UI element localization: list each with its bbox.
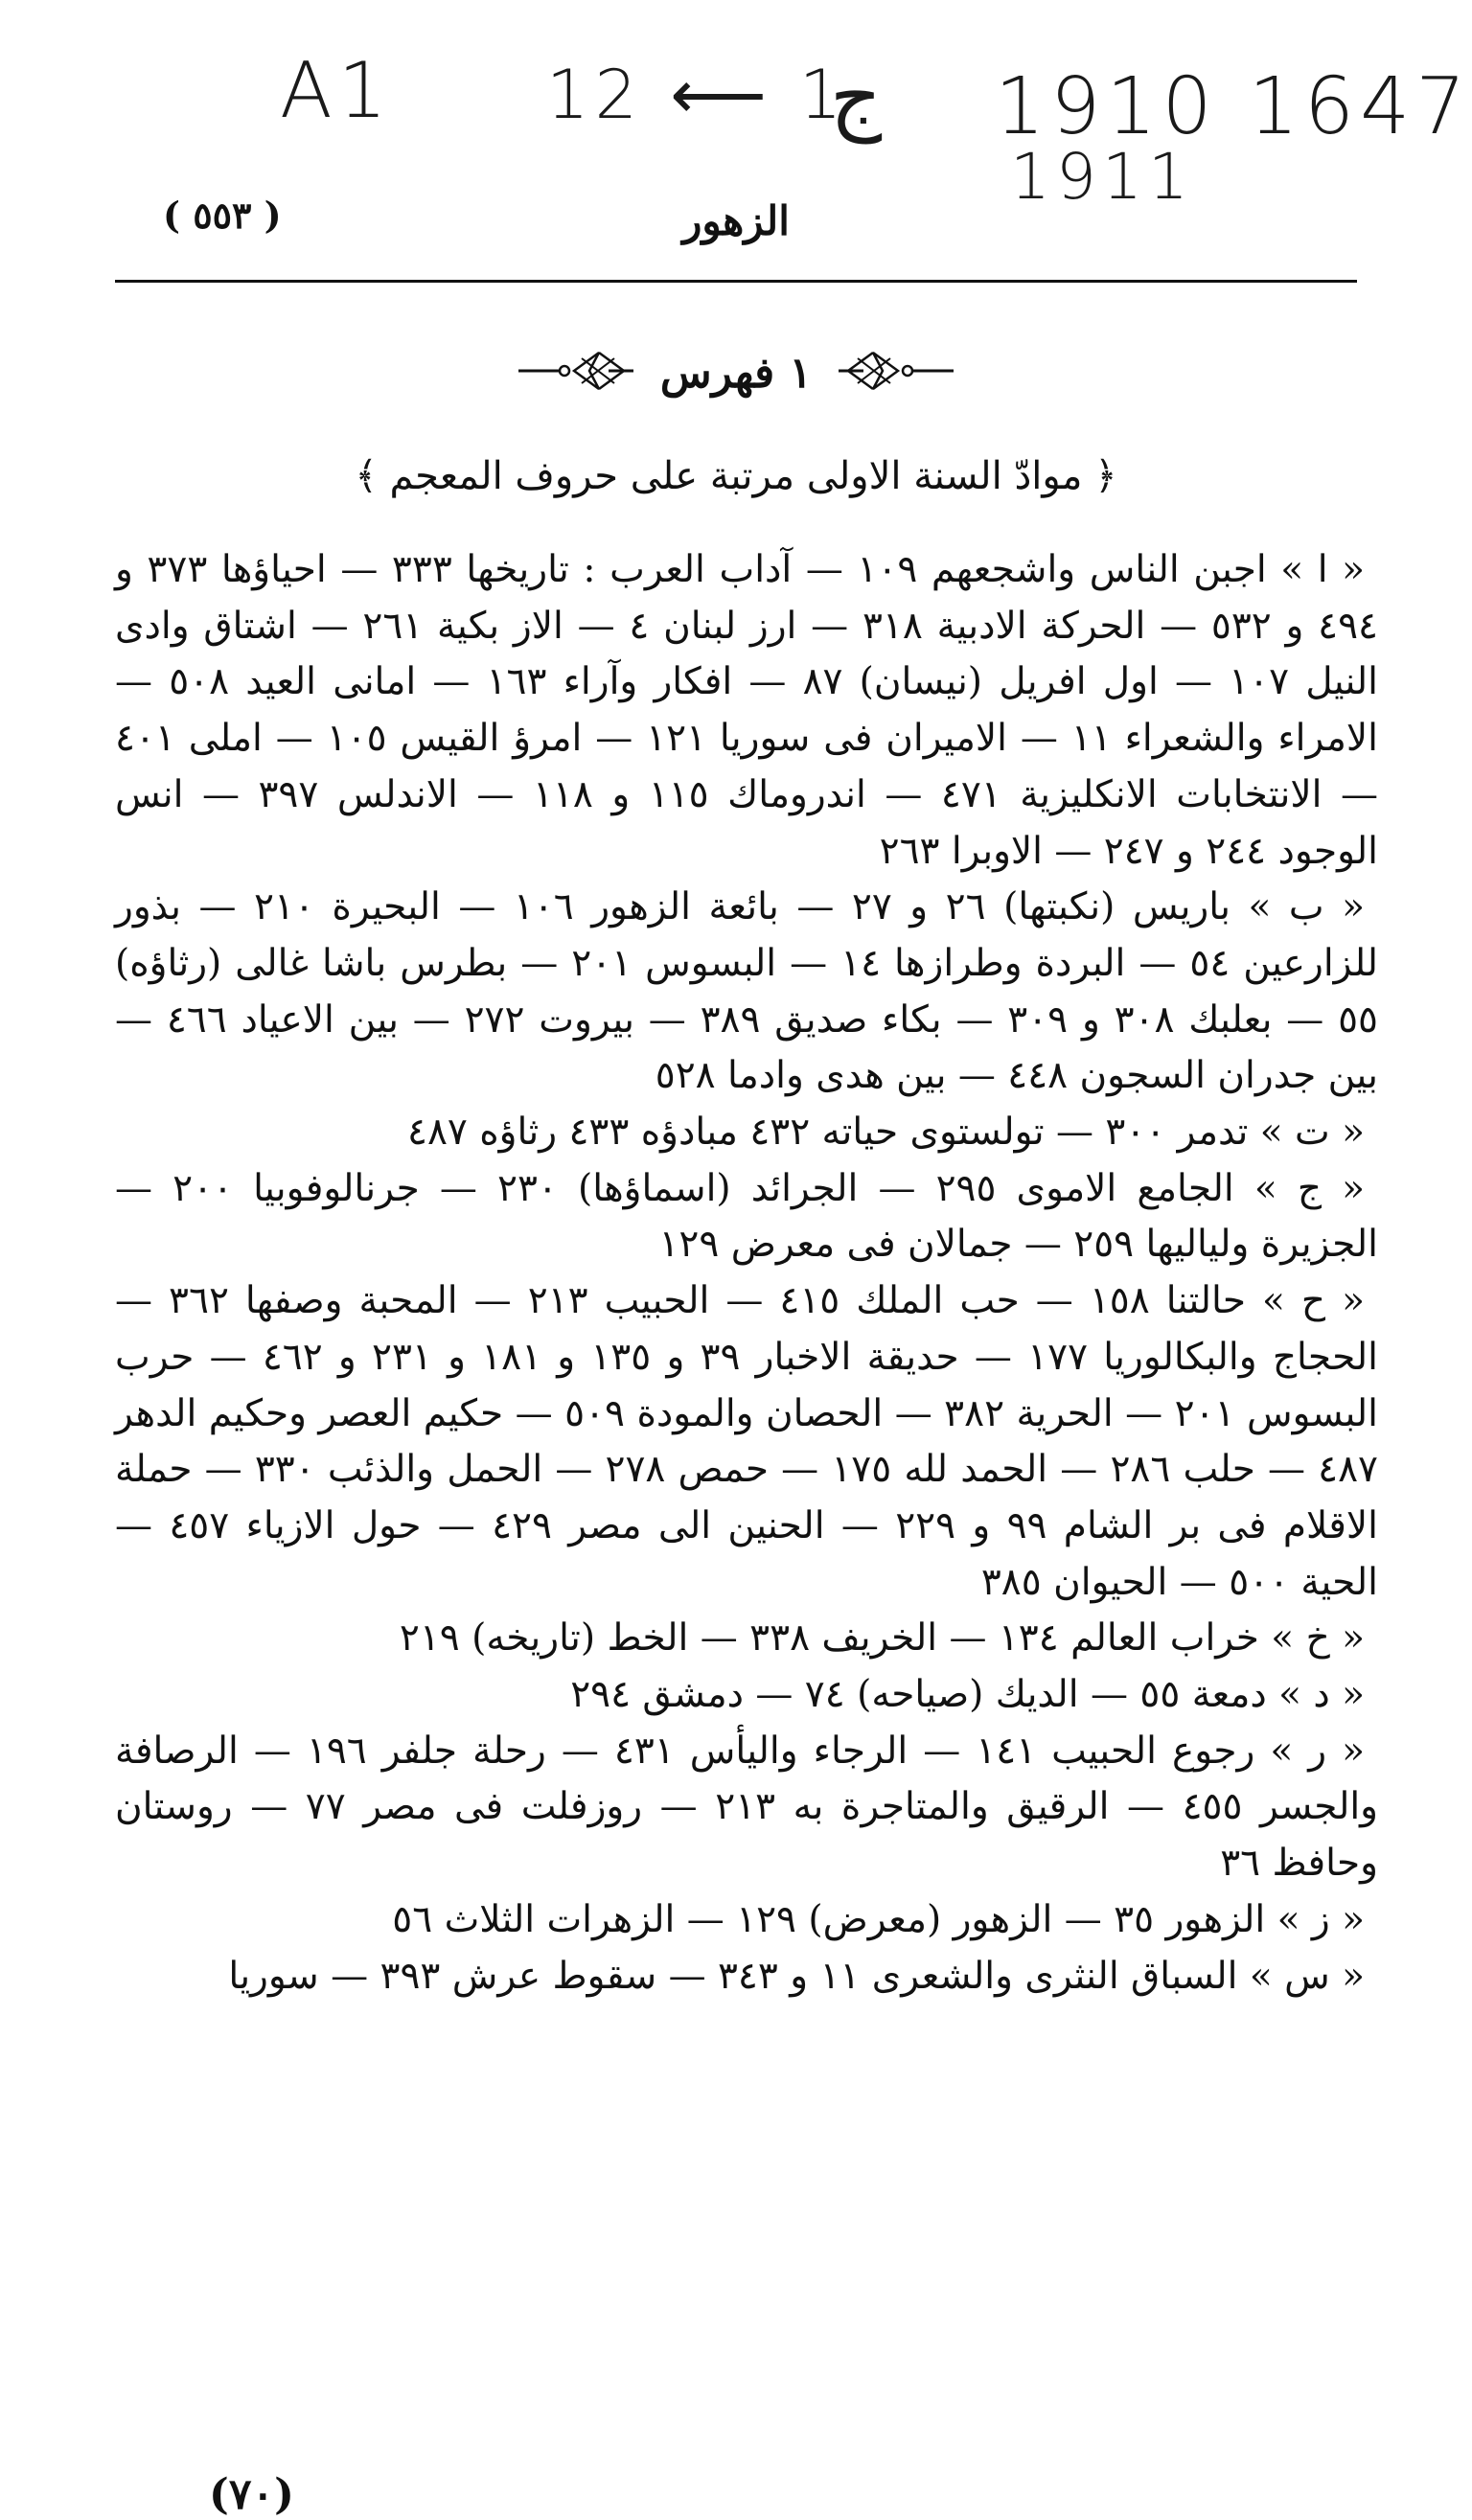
section-title-row [0, 347, 1472, 414]
index-entry: « ا » اجبن الناس واشجعهم ١٠٩ — آداب العرب : تاريخها ٣٣٣ — احياؤها ٣٧٣ و ٤٩٤ و ٥٣٢ — الحركة الادبية ٣١٨ — ارز لبنان ٤ — الاز بكية ٢٦١ — اشتاق وادى النيل ١٠٧ — اول افريل (نيسان) ٨٧ — افكار وآراء ١٦٣ — امانى العيد ٥٠٨ — الامراء والشعراء ١١ — الاميران فى سوريا ١٢١ — امرؤ القيس ١٠٥ — املى ٤٠١ — الانتخابات الانكليزية ٤٧١ — اندروماك ١١٥ و ١١٨ — الاندلس ٣٩٧ — انس الوجود ٢٤٤ و ٢٤٧ — الاوبرا ٢٦٣ [115, 548, 1378, 873]
handwritten-page-range: 12 ⟵ 1 [546, 56, 848, 134]
index-entry: « خ » خراب العالم ١٣٤ — الخريف ٣٣٨ — الخط (تاريخه) ٢١٩ [399, 1616, 1365, 1661]
ornament-right-icon [833, 347, 957, 399]
handwritten-archive-code: A1 [280, 46, 393, 135]
index-entry: « ح » حالتنا ١٥٨ — حب الملك ٤١٥ — الحبيب ٢١٣ — المحبة وصفها ٣٦٢ — الحجاج والبكالوريا ١٧٧ — حديقة الاخبار ٣٩ و ١٣٥ و ١٨١ و ٢٣١ و ٤٦٢ — حرب البسوس ٢٠١ — الحرية ٣٨٢ — الحصان والمودة ٥٠٩ — حكيم العصر وحكيم الدهر ٤٨٧ — حلب ٢٨٦ — الحمد لله ١٧٥ — حمص ٢٧٨ — الحمل والذئب ٣٣٠ — حملة الاقلام فى بر الشام ٩٩ و ٢٢٩ — الحنين الى مصر ٤٢٩ — حول الازياء ٤٥٧ — الحية ٥٠٠ — الحيوان ٣٨٥ [115, 1279, 1379, 1604]
page-number: ( ٥٥٣ ) [163, 194, 282, 237]
handwritten-year-second: 1911 [1010, 140, 1194, 214]
section-title: ١ فهرس [659, 348, 813, 398]
section-subtitle: ﴿ موادّ السنة الاولى مرتبة على حروف المعجم ﴾ [355, 454, 1117, 498]
index-entry: « ب » باريس (نكبتها) ٢٦ و ٢٧ — بائعة الزهور ١٠٦ — البحيرة ٢١٠ — بذور للزارعين ٥٤ — البردة وطرازها ١٤ — البسوس ٢٠١ — بطرس باشا غالى (رثاؤه) ٥٥ — بعلبك ٣٠٨ و ٣٠٩ — بكاء صديق ٣٨٩ — بيروت ٢٧٢ — بين الاعياد ٤٦٦ — بين جدران السجون ٤٤٨ — بين هدى وادما ٥٢٨ [115, 885, 1379, 1098]
index-entry: « ج » الجامع الاموى ٢٩٥ — الجرائد (اسماؤها) ٢٣٠ — جرنالوفوبيا ٢٠٠ — الجزيرة ولياليها ٢٥٩ — جمالان فى معرض ١٢٩ [115, 1166, 1378, 1267]
index-entry: « ر » رجوع الحبيب ١٤١ — الرجاء واليأس ٤٣١ — رحلة جلفر ١٩٦ — الرصافة والجسر ٤٥٥ — الرقيق والمتاجرة به ٢١٣ — روزفلت فى مصر ٧٧ — روستان وحافظ ٣٦ [115, 1729, 1379, 1886]
header-divider [115, 280, 1357, 283]
index-entry: « ت » تدمر ٣٠٠ — تولستوى حياته ٤٣٢ مبادؤه ٤٣٣ رثاؤه ٤٨٧ [407, 1111, 1365, 1155]
signature-marker: (٧٠) [209, 2470, 294, 2519]
handwritten-years: 1910 1647 [995, 61, 1472, 152]
index-entry: « د » دمعة ٥٥ — الديك (صياحه) ٧٤ — دمشق ٢٩٤ [570, 1673, 1365, 1717]
index-entry: « ز » الزهور ٣٥ — الزهور (معرض) ١٢٩ — الزهرات الثلاث ٥٦ [392, 1897, 1365, 1941]
journal-title: الزهور [682, 197, 790, 244]
handwritten-volume-letter: ج [830, 50, 883, 144]
index-entry: « س » السباق النثرى والشعرى ١١ و ٣٤٣ — سقوط عرش ٣٩٣ — سوريا [228, 1954, 1365, 1998]
page-header [115, 188, 1357, 255]
ornament-left-icon [515, 347, 639, 399]
index-body [115, 542, 1378, 2005]
